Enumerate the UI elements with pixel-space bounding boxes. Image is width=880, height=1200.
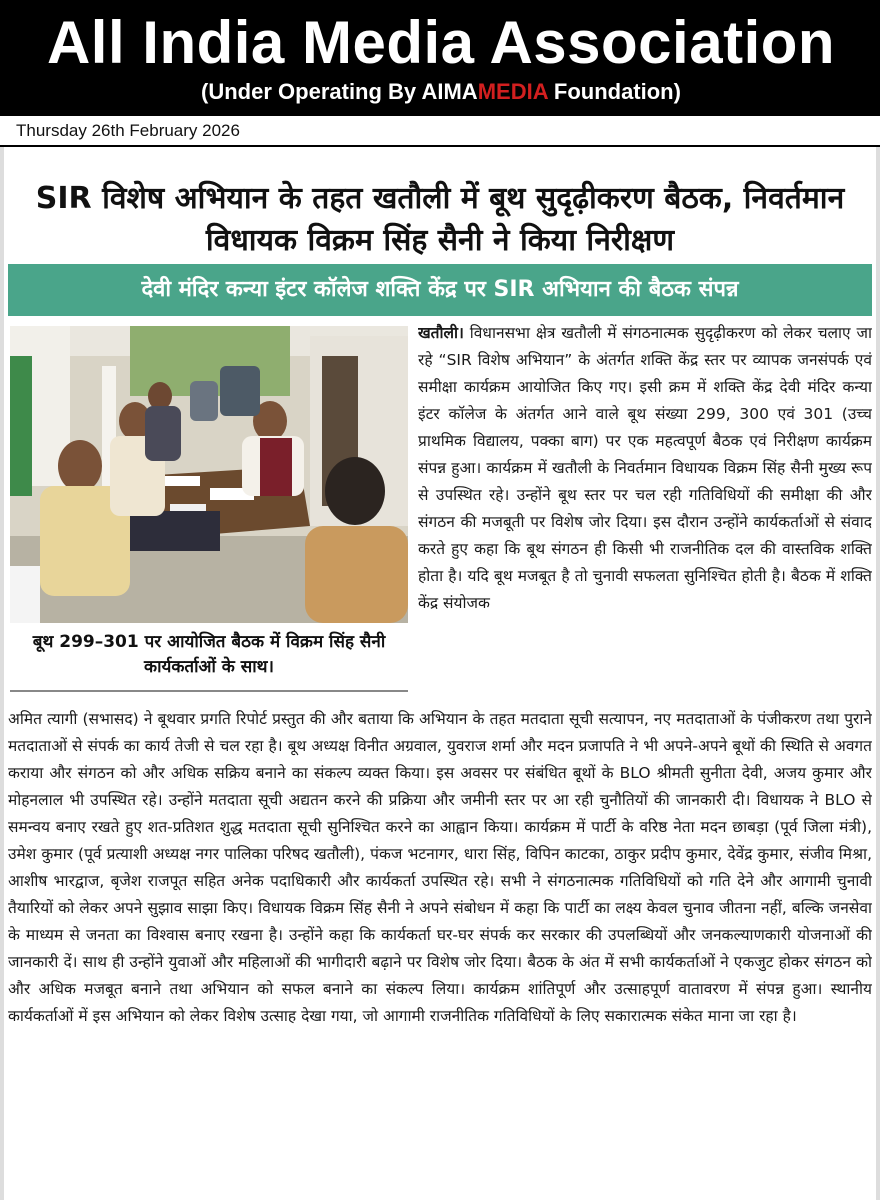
subheadline-banner: देवी मंदिर कन्या इंटर कॉलेज शक्ति केंद्र पर SIR अभियान की बैठक संपन्न	[8, 264, 872, 316]
page-border-left	[0, 147, 4, 1200]
meeting-photo-illustration	[10, 326, 408, 623]
masthead-subtitle-accent: MEDIA	[477, 79, 548, 104]
article-dateline: खतौली।	[418, 324, 464, 342]
article-text-part1: विधानसभा क्षेत्र खतौली में संगठनात्मक सुदृढ़ीकरण को लेकर चलाए जा रहे “SIR विशेष अभियान” के अंतर्गत शक्ति केंद्र स्तर पर व्यापक जनसंपर्क एवं समीक्षा कार्यक्रम आयोजित किए गए। इसी क्रम में शक्ति केंद्र देवी मंदिर कन्या इंटर कॉलेज के अंतर्गत आने वाले बूथ संख्या 299, 300 एवं 301 (उच्च प्राथमिक विद्यालय, पक्का बाग) पर एक महत्वपूर्ण बैठक एवं निरीक्षण कार्यक्रम संपन्न हुआ। कार्यक्रम में खतौली के निवर्तमान विधायक विक्रम सिंह सैनी मुख्य रूप से उपस्थित रहे। उन्होंने बूथ स्तर पर चल रही गतिविधियों की समीक्षा की और संगठन की मजबूती पर विशेष जोर दिया। इस दौरान उन्होंने कार्यकर्ताओं से संवाद करते हुए कहा कि बूथ संगठन ही किसी भी राजनीतिक दल की वास्तविक शक्ति होता है। यदि बूथ मजबूत है तो चुनावी सफलता सुनिश्चित होती है। बैठक में शक्ति केंद्र संयोजक	[418, 324, 872, 612]
article-column-right	[418, 320, 872, 703]
masthead-subtitle	[1, 79, 880, 105]
dateline	[0, 117, 880, 147]
masthead-title: All India Media Association	[46, 9, 836, 76]
masthead-subtitle-suffix: Foundation)	[547, 79, 681, 104]
photo-caption: बूथ 299–301 पर आयोजित बैठक में विक्रम सिंह सैनी कार्यकर्ताओं के साथ।	[32, 632, 386, 677]
date-text: Thursday 26th February 2026	[16, 121, 240, 140]
article-text-full-width: अमित त्यागी (सभासद) ने बूथवार प्रगति रिपोर्ट प्रस्तुत की और बताया कि अभियान के तहत मतदाता सूची सत्यापन, नए मतदाताओं के पंजीकरण तथा पुराने मतदाताओं से संपर्क का कार्य तेजी से चल रहा है। बूथ अध्यक्ष विनीत अग्रवाल, युवराज शर्मा और मदन प्रजापति ने भी अपने-अपने बूथों की स्थिति से अवगत कराया और संगठन को और अधिक सक्रिय बनाने का संकल्प व्यक्त किया। इस अवसर पर संबंधित बूथों के BLO श्रीमती सुनीता देवी, अजय कुमार और मोहनलाल भी उपस्थित रहे। उन्होंने मतदाता सूची अद्यतन करने की प्रक्रिया और जमीनी स्तर पर आ रही चुनौतियों की जानकारी दी। विधायक ने BLO से समन्वय बनाए रखते हुए शत-प्रतिशत शुद्ध मतदाता सूची सुनिश्चित करने का आह्वान किया। कार्यक्रम में पार्टी के वरिष्ठ नेता मदन छाबड़ा (पूर्व जिला मंत्री), उमेश कुमार (पूर्व प्रत्याशी अध्यक्ष नगर पालिका परिषद खतौली), पंकज भटनागर, धारा सिंह, विपिन काटका, ठाकुर प्रदीप कुमार, देवेंद्र कुमार, संजीव मिश्रा, आशीष भारद्वाज, बृजेश राजपूत सहित अनेक पदाधिकारी और कार्यकर्ता उपस्थित रहे। सभी ने संगठनात्मक गतिविधियों को गति देने और आगामी चुनावी तैयारियों को लेकर अपने सुझाव साझा किए। विधायक विक्रम सिंह सैनी ने अपने संबोधन में कहा कि पार्टी का लक्ष्य केवल चुनाव जीतना नहीं, बल्कि जनसेवा के माध्यम से जनता का विश्वास बनाए रखना है। उन्होंने कहा कि कार्यकर्ता घर-घर संपर्क कर सरकार की उपलब्धियों और जनकल्याणकारी योजनाओं की जानकारी दें। साथ ही उन्होंने युवाओं और महिलाओं की भागीदारी बढ़ाने पर विशेष जोर दिया। बैठक के अंत में सभी कार्यकर्ताओं ने एकजुट होकर संगठन को और अधिक मजबूत बनाने तथा अभियान को सफल बनाने का संकल्प लिया। कार्यक्रम शांतिपूर्ण और उत्साहपूर्ण वातावरण में संपन्न हुआ। स्थानीय कार्यकर्ताओं में इस अभियान को लेकर विशेष उत्साह देखा गया, जो आगामी राजनीतिक गतिविधियों के लिए सकारात्मक संकेत माना जा रहा है।	[8, 710, 872, 1025]
headline: SIR विशेष अभियान के तहत खतौली में बूथ सुदृढ़ीकरण बैठक, निवर्तमान विधायक विक्रम सिंह सैनी ने किया निरीक्षण	[35, 181, 845, 258]
masthead-subtitle-prefix: (Under Operating By AIMA	[201, 79, 478, 104]
page-border-right	[876, 147, 880, 1200]
news-photo	[10, 326, 408, 623]
caption-divider	[10, 690, 408, 692]
masthead	[0, 0, 880, 116]
